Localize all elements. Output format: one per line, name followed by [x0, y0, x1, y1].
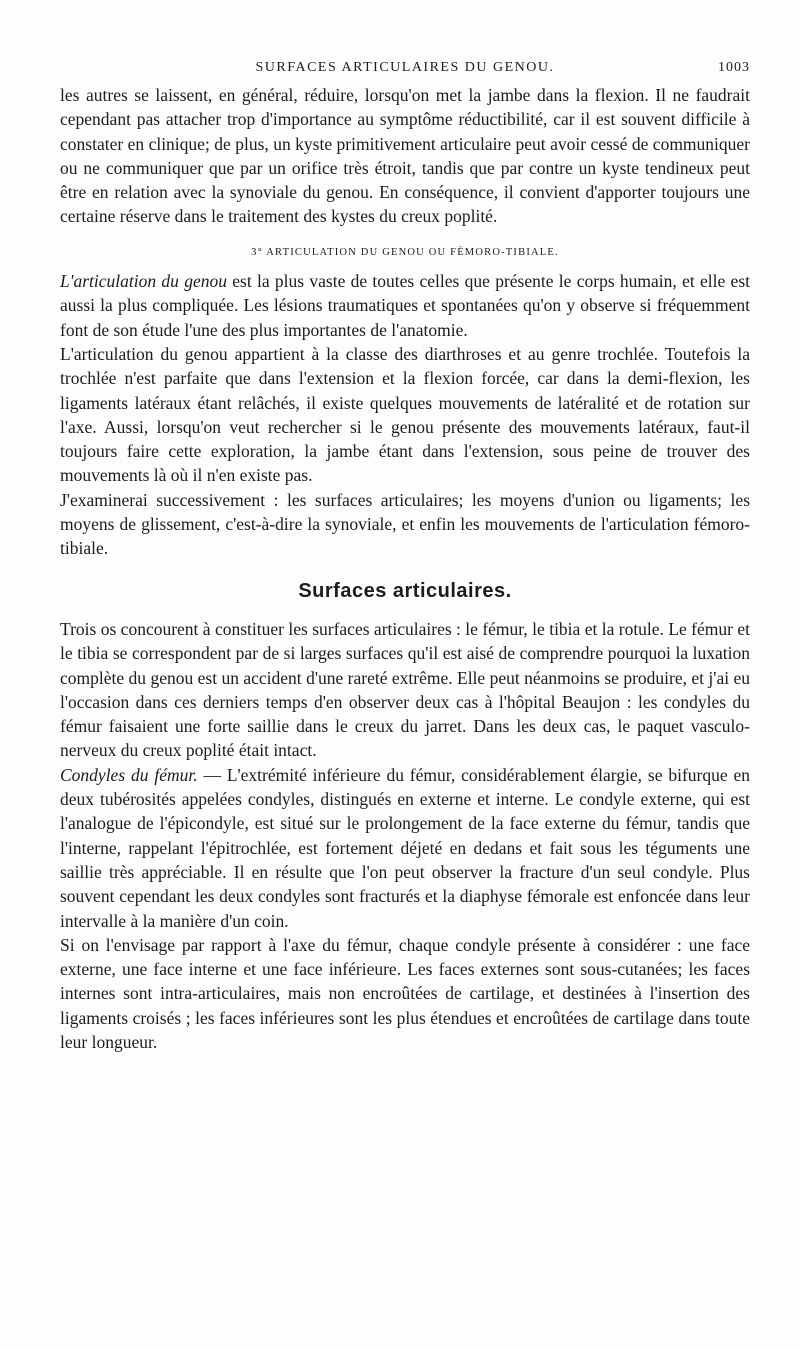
paragraph-plan: J'examinerai successivement : les surfaces articulaires; les moyens d'union ou ligaments; les moyens de glissement, c'est-à-dire la synoviale, et enfin les mouvements de l'articulation fémoro-tibiale.	[60, 489, 750, 559]
page-number: 1003	[718, 60, 750, 75]
paragraph-condyles	[60, 763, 750, 933]
paragraph-continuation: les autres se laissent, en général, réduire, lorsqu'on met la jambe dans la flexion. Il ne faudrait cependant pas attacher trop d'importance au symptôme réductibilité, car il est souvent difficile à constater en clinique; de plus, un kyste primitivement articulaire peut avoir cessé de communiquer ou ne communiquer que par un orifice très étroit, tandis que par contre un kyste tendineux peut être en relation avec la synoviale du genou. En conséquence, il convient d'apporter toujours une certaine réserve dans le traitement des kystes du creux poplité.	[60, 85, 750, 227]
paragraph-faces: Si on l'envisage par rapport à l'axe du fémur, chaque condyle présente à considérer : une face externe, une face interne et une face inférieure. Les faces externes sont sous-cutanées; les faces internes sont intra-articulaires, mais non encroûtées de cartilage, et destinées à l'insertion des ligaments croisés ; les faces inférieures sont les plus étendues et encroûtées de cartilage dans toute leur longueur.	[60, 934, 750, 1052]
paragraph-text: est la plus vaste de toutes celles que présente le corps humain, et elle est aussi la plus compliquée. Les lésions traumatiques et spontanées qu'on y observe si fréquemment font de son étude l'une des plus importantes de l'anatomie.	[60, 271, 750, 340]
section-heading: Surfaces articulaires.	[298, 579, 512, 602]
running-title: SURFACES ARTICULAIRES DU GENOU.	[255, 60, 555, 75]
paragraph-text: — L'extrémité inférieure du fémur, considérablement élargie, se bifurque en deux tubérosités appelées condyles, distingués en externe et interne. Le condyle externe, qui est l'analogue de l'épicondyle, est situé sur le prolongement de la face externe du fémur, tandis que l'interne, rappelant l'épitrochlée, est fortement déjeté en dedans et fait sous les téguments une saillie très appréciable. Il en résulte que l'on peut observer la fracture d'un seul condyle. Plus souvent cependant les deux condyles sont fracturés et la diaphyse fémorale est enfoncée dans leur intervalle à la manière d'un coin.	[60, 764, 750, 931]
italic-term: L'articulation du genou	[60, 271, 227, 292]
paragraph-bones: Trois os concourent à constituer les surfaces articulaires : le fémur, le tibia et la rotule. Le fémur et le tibia se correspondent par de si larges surfaces qu'il est aisé de comprendre pourquoi la luxation complète du genou est un accident d'une rareté extrême. Elle peut néanmoins se produire, et j'ai eu l'occasion dans ces derniers temps d'en observer deux cas à l'hôpital Beaujon : les condyles du fémur faisaient une forte saillie dans le creux du jarret. Dans les deux cas, le paquet vasculo-nerveux du creux poplité était intact.	[60, 618, 750, 761]
subsection-heading: 3° ARTICULATION DU GENOU OU FÉMORO-TIBIALE.	[251, 246, 559, 258]
running-header	[60, 60, 750, 84]
paragraph-trochlee: L'articulation du genou appartient à la classe des diarthroses et au genre trochlée. Toutefois la trochlée n'est parfaite que dans l'extension et la flexion forcée, car dans la demi-flexion, les ligaments latéraux étant relâchés, il existe quelques mouvements de latéralité et de rotation sur l'axe. Aussi, lorsqu'on veut rechercher si le genou présente des mouvements latéraux, faut-il toujours faire cette exploration, la jambe étant dans l'extension, sous peine de trouver des mouvements là où il n'en existe pas.	[60, 343, 750, 486]
body-text	[60, 83, 750, 1054]
italic-term: Condyles du fémur.	[60, 764, 198, 785]
paragraph-intro	[60, 269, 750, 342]
